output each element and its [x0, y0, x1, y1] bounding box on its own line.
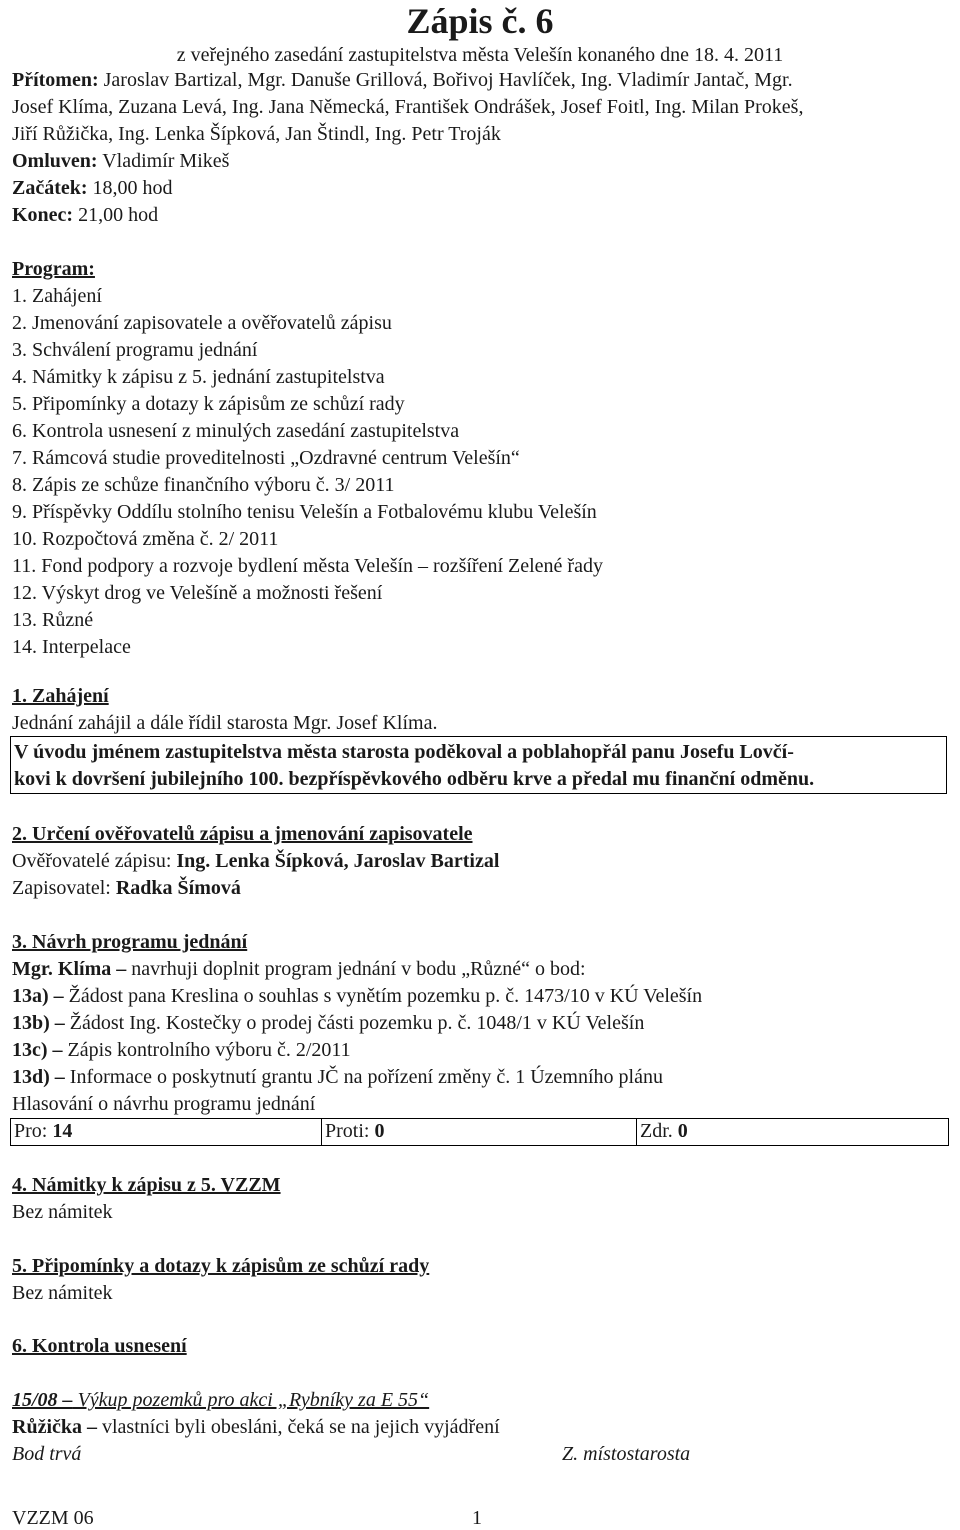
proposal-text: navrhuji doplnit program jednání v bodu „Různé“ o bod: — [126, 958, 586, 980]
vote-against-value: 0 — [374, 1120, 385, 1142]
subitem-13c-text: Zápis kontrolního výboru č. 2/2011 — [62, 1039, 351, 1061]
footer-page-number: 1 — [472, 1507, 482, 1529]
present-names-1: Jaroslav Bartizal, Mgr. Danuše Grillová, Bořivoj Havlíček, Ing. Vladimír Jantač, Mgr. — [98, 69, 793, 91]
resolution-item — [12, 1387, 429, 1414]
vote-against-label: Proti: — [325, 1120, 375, 1142]
start-line — [12, 175, 173, 202]
present-names-2: Josef Klíma, Zuzana Levá, Ing. Jana Německá, František Ondrášek, Josef Foitl, Ing. Milan Prokeš, — [12, 96, 804, 118]
resolution-title: Výkup pozemků pro akci „Rybníky za E 55“ — [72, 1389, 430, 1411]
excused-value: Vladimír Mikeš — [97, 150, 230, 172]
present-label: Přítomen: — [12, 69, 99, 91]
thanks-box — [10, 736, 947, 794]
section4-heading: 4. Námitky k zápisu z 5. VZZM — [12, 1174, 281, 1196]
vote-for-label: Pro: — [14, 1120, 53, 1142]
excused-label: Omluven: — [12, 150, 98, 172]
vote-abstain-cell — [636, 1119, 948, 1145]
subitem-13d-text: Informace o poskytnutí grantu JČ na pořízení změny č. 1 Územního plánu — [64, 1066, 663, 1088]
program-item: 2. Jmenování zapisovatele a ověřovatelů zápisu — [12, 312, 392, 334]
vote-for-cell — [11, 1119, 321, 1145]
document-title: Zápis č. 6 — [406, 1, 554, 41]
thanks-box-line-2: kovi k dovršení jubilejního 100. bezpříspěvkového odběru krve a předal mu finanční odměnu. — [14, 768, 815, 790]
verifiers-label: Ověřovatelé zápisu: — [12, 850, 177, 872]
section6-heading: 6. Kontrola usnesení — [12, 1335, 187, 1357]
resolution-speaker-text: vlastníci byli obesláni, čeká se na jejich vyjádření — [97, 1416, 500, 1438]
vote-caption: Hlasování o návrhu programu jednání — [12, 1093, 316, 1115]
vote-for-value: 14 — [52, 1120, 73, 1142]
end-line — [12, 202, 158, 229]
program-item: 1. Zahájení — [12, 285, 102, 307]
program-item: 6. Kontrola usnesení z minulých zasedání zastupitelstva — [12, 420, 460, 442]
program-item: 5. Připomínky a dotazy k zápisům ze schůzí rady — [12, 393, 405, 415]
start-value: 18,00 hod — [87, 177, 173, 199]
subitem-13b — [12, 1010, 644, 1037]
verifiers-value: Ing. Lenka Šípková, Jaroslav Bartizal — [176, 850, 500, 872]
recorder-value: Radka Šímová — [115, 877, 241, 899]
document-subtitle: z veřejného zasedání zastupitelstva města Velešín konaného dne 18. 4. 2011 — [176, 44, 784, 66]
recorder-line — [12, 875, 241, 902]
subitem-13a-text: Žádost pana Kreslina o souhlas s vynětím pozemku p. č. 1473/10 v KÚ Velešín — [63, 985, 703, 1007]
vote-table — [10, 1118, 949, 1146]
proposal-name: Mgr. Klíma – — [12, 958, 127, 980]
subitem-13a-label: 13a) – — [12, 985, 64, 1007]
end-label: Konec: — [12, 204, 74, 226]
verifiers-line — [12, 848, 499, 875]
subitem-13a — [12, 983, 702, 1010]
program-item: 8. Zápis ze schůze finančního výboru č. 3/ 2011 — [12, 474, 395, 496]
subitem-13b-label: 13b) – — [12, 1012, 65, 1034]
program-item: 4. Námitky k zápisu z 5. jednání zastupitelstva — [12, 366, 385, 388]
thanks-box-line-1: V úvodu jménem zastupitelstva města starosta poděkoval a poblahopřál panu Josefu Lovčí- — [14, 741, 794, 763]
section3-heading: 3. Návrh programu jednání — [12, 931, 248, 953]
start-label: Začátek: — [12, 177, 88, 199]
section1-heading: 1. Zahájení — [12, 685, 109, 707]
program-item: 9. Příspěvky Oddílu stolního tenisu Velešín a Fotbalovému klubu Velešín — [12, 501, 597, 523]
recorder-label: Zapisovatel: — [12, 877, 116, 899]
proposal-line — [12, 956, 586, 983]
section4-text: Bez námitek — [12, 1201, 113, 1223]
subitem-13c-label: 13c) – — [12, 1039, 63, 1061]
section5-heading: 5. Připomínky a dotazy k zápisům ze schůzí rady — [12, 1255, 430, 1277]
program-item: 11. Fond podpory a rozvoje bydlení města Velešín – rozšíření Zelené řady — [12, 555, 603, 577]
resolution-responsible: Z. místostarosta — [562, 1443, 691, 1465]
section5-text: Bez námitek — [12, 1282, 113, 1304]
vote-against-cell — [321, 1119, 636, 1145]
program-item: 3. Schválení programu jednání — [12, 339, 258, 361]
section1-text: Jednání zahájil a dále řídil starosta Mgr. Josef Klíma. — [12, 712, 438, 734]
subitem-13b-text: Žádost Ing. Kostečky o prodej části pozemku p. č. 1048/1 v KÚ Velešín — [64, 1012, 645, 1034]
resolution-code: 15/08 – — [12, 1389, 73, 1411]
program-item: 13. Různé — [12, 609, 94, 631]
program-item: 10. Rozpočtová změna č. 2/ 2011 — [12, 528, 279, 550]
resolution-status: Bod trvá — [12, 1443, 82, 1465]
end-value: 21,00 hod — [73, 204, 159, 226]
subitem-13d — [12, 1064, 663, 1091]
program-item: 12. Výskyt drog ve Velešíně a možnosti řešení — [12, 582, 383, 604]
program-item: 7. Rámcová studie proveditelnosti „Ozdravné centrum Velešín“ — [12, 447, 520, 469]
vote-abstain-label: Zdr. — [640, 1120, 678, 1142]
present-names-3: Jiří Růžička, Ing. Lenka Šípková, Jan Štindl, Ing. Petr Troják — [12, 123, 501, 145]
program-heading: Program: — [12, 258, 95, 280]
vote-abstain-value: 0 — [677, 1120, 688, 1142]
program-item: 14. Interpelace — [12, 636, 131, 658]
footer-doc-code: VZZM 06 — [12, 1507, 94, 1529]
subitem-13c — [12, 1037, 351, 1064]
present-line-1 — [12, 67, 793, 94]
section2-heading: 2. Určení ověřovatelů zápisu a jmenování zapisovatele — [12, 823, 473, 845]
resolution-speaker: Růžička – — [12, 1416, 97, 1438]
subitem-13d-label: 13d) – — [12, 1066, 65, 1088]
excused-line — [12, 148, 229, 175]
resolution-note — [12, 1414, 500, 1441]
